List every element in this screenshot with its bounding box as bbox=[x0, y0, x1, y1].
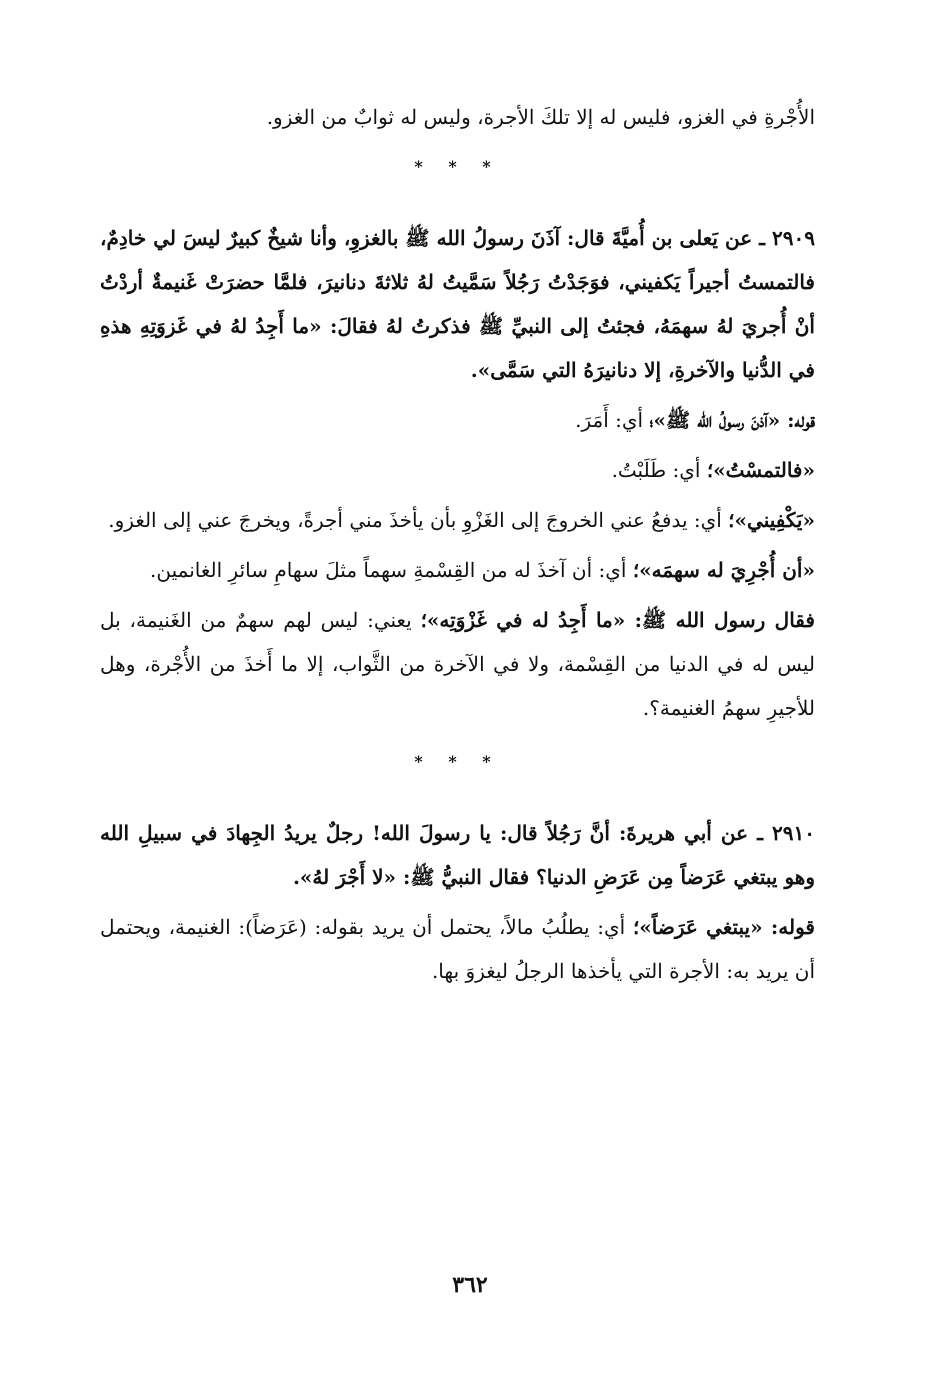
comment-item bbox=[100, 448, 815, 492]
page-number: ٣٦٢ bbox=[452, 1272, 488, 1298]
comment-term: «يَكْفِيني»؛ bbox=[728, 508, 815, 532]
comment-explanation: أي: طَلَبْتُ. bbox=[611, 458, 701, 482]
comment-term: فقال رسول الله ﷺ: «ما أَجِدُ له في غَزْوَتِه»؛ bbox=[420, 608, 815, 632]
comment-explanation: أي: أن آخذَ له من القِسْمةِ سهماً مثلَ سهامِ سائرِ الغانمين. bbox=[150, 558, 627, 582]
comment-term: قوله: «آذنَ رسولُ الله ﷺ»؛ bbox=[649, 408, 815, 432]
comment-item bbox=[100, 498, 815, 542]
comment-term: «فالتمسْتُ»؛ bbox=[706, 458, 815, 482]
page-body bbox=[100, 95, 815, 999]
comment-explanation: أي: يدفعُ عني الخروجَ إلى الغَزْوِ بأن يأخذَ مني أجرةً، ويخرجَ عني إلى الغزو. bbox=[108, 508, 722, 532]
comment-item bbox=[100, 548, 815, 592]
comment-explanation: أي: أَمَرَ. bbox=[575, 408, 644, 432]
comment-explanation: أي: يطلُبُ مالاً، يحتمل أن يريد بقوله: (عَرَضاً): الغنيمة، ويحتمل أن يريد به: الأجرة التي يأخذها الرجلُ ليغزوَ بها. bbox=[100, 915, 815, 983]
comment-explanation: يعني: ليس لهم سهمٌ من الغَنيمة، بل ليس له في الدنيا من القِسْمة، ولا في الآخرة من الثَّواب، إلا ما أَخذَ من الأُجْرة، وهل للأجيرِ سهمُ الغنيمة؟. bbox=[100, 608, 815, 720]
section-separator: * * * bbox=[414, 157, 501, 176]
hadith-2909-text: ٢٩٠٩ ـ عن يَعلى بن أُميَّةَ قال: آذَنَ رسولُ الله ﷺ بالغزوِ، وأنا شيخٌ كبيرٌ ليسَ لي خادِمٌ، فالتمستُ أجيراً يَكفيني، فوَجَدْتُ رَجُلاً سَمَّيتُ لهُ ثلاثةَ دنانيرَ، فلمَّا حضرَتْ غَنيمةٌ أردْتُ أنْ أُجريَ لهُ سهمَهُ، فجئتُ إلى النبيِّ ﷺ فذكرتُ لهُ فقالَ: «ما أَجِدُ لهُ في غَزوَتِهِ هذهِ في الدُّنيا والآخرةِ، إلا دنانيرَهُ التي سَمَّى». bbox=[100, 226, 815, 382]
comment-item bbox=[100, 905, 815, 993]
comment-term: «أن أُجْرِيَ له سهمَه»؛ bbox=[632, 558, 815, 582]
top-continuation-line: الأُجْرةِ في الغزو، فليس له إلا تلكَ الأجرة، وليس له ثوابٌ من الغزو. bbox=[266, 105, 815, 129]
section-separator: * * * bbox=[414, 752, 501, 771]
comment-item bbox=[100, 598, 815, 730]
hadith-2910-text: ٢٩١٠ ـ عن أبي هريرةَ: أنَّ رَجُلاً قال: يا رسولَ الله! رجلٌ يريدُ الجِهادَ في سبيلِ الله وهو يبتغي عَرَضاً مِن عَرَضِ الدنيا؟ فقال النبيُّ ﷺ: «لا أَجْرَ لهُ». bbox=[100, 821, 815, 889]
comment-item bbox=[100, 398, 815, 442]
comment-term: قوله: «يبتغي عَرَضاً»؛ bbox=[632, 915, 815, 939]
